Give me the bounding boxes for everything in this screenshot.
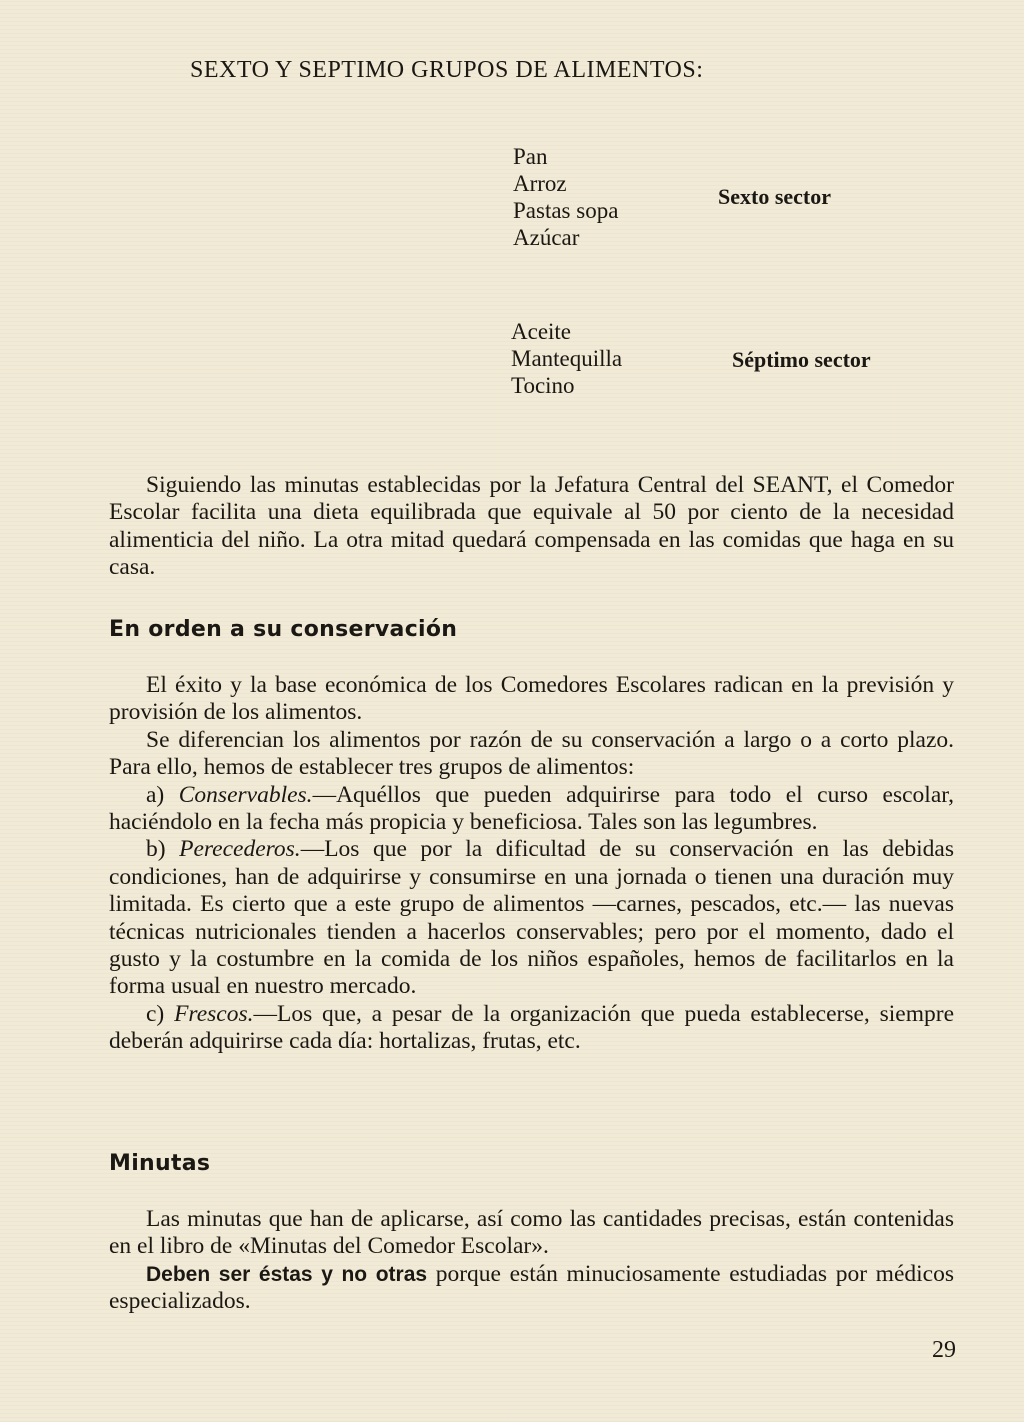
list-item-b xyxy=(109,836,954,1000)
minutas-block xyxy=(109,1206,954,1316)
food-item: Tocino xyxy=(511,373,575,398)
term: Perecederos. xyxy=(179,836,301,863)
intro-paragraph: Siguiendo las minutas establecidas por la Jefatura Central del SEANT, el Comedor Escolar facilita una dieta equilibrada que equivale al 50 por ciento de la necesidad alimenticia del niño. La otra mitad quedará compensada en las comidas que haga en su casa. xyxy=(109,472,954,581)
item-text: —Los que, a pesar de la organización que pueda establecerse, siempre deberán adquirirse cada día: hortalizas, frutas, etc. xyxy=(109,1000,955,1055)
paragraph: Se diferencian los alimentos por razón de su conservación a largo o a corto plazo. Para ello, hemos de establecer tres grupos de alimentos: xyxy=(109,726,954,781)
section-title-conservation: En orden a su conservación xyxy=(109,617,458,642)
group6-food-list xyxy=(513,143,618,251)
item-text: —Los que por la dificultad de su conservación en las debidas condiciones, han de adquirirse y consumirse en una jornada o tienen una duración muy limitada. Es cierto que a este grupo de alimentos —carnes, pescados, etc.— las nuevas técnicas nutricionales tienden a hacerlos conservables; pero por el momento, dado el gusto y la costumbre en la comida de los niños españoles, hemos de facilitarlos en la forma usual en nuestro mercado. xyxy=(109,836,955,1000)
paragraph: Las minutas que han de aplicarse, así como las cantidades precisas, están contenidas en el libro de «Minutas del Comedor Escolar». xyxy=(109,1206,954,1260)
list-marker: a) xyxy=(146,781,165,808)
list-marker: c) xyxy=(146,1000,165,1027)
list-item-c xyxy=(109,1001,954,1056)
page-number: 29 xyxy=(932,1337,956,1363)
food-item: Mantequilla xyxy=(511,346,623,371)
group7-food-list xyxy=(511,318,622,399)
sector-label-sixth: Sexto sector xyxy=(718,184,832,209)
intro-block xyxy=(109,472,954,582)
section-title-minutas: Minutas xyxy=(109,1151,211,1176)
term: Frescos. xyxy=(174,1000,254,1027)
food-item: Pastas sopa xyxy=(513,198,619,223)
paragraph-rest: porque están minuciosamente estudiadas por médicos especializados. xyxy=(109,1260,954,1315)
term: Conservables. xyxy=(178,781,313,808)
food-item: Aceite xyxy=(511,319,572,344)
page-heading: SEXTO Y SEPTIMO GRUPOS DE ALIMENTOS: xyxy=(190,57,704,83)
food-item: Arroz xyxy=(513,171,567,196)
paragraph: El éxito y la base económica de los Comedores Escolares radican en la previsión y provisión de los alimentos. xyxy=(109,672,954,726)
conservation-block xyxy=(109,672,954,1056)
food-item: Pan xyxy=(513,144,548,169)
food-item: Azúcar xyxy=(513,225,580,250)
emphasis: Deben ser éstas y no otras xyxy=(146,1262,428,1286)
item-text: —Aquéllos que pueden adquirirse para todo el curso escolar, haciéndolo en la fecha más propicia y beneficiosa. Tales son las legumbres. xyxy=(109,781,955,836)
list-marker: b) xyxy=(146,836,166,863)
sector-label-seventh: Séptimo sector xyxy=(732,347,871,372)
list-item-a xyxy=(109,782,954,837)
paragraph xyxy=(109,1261,954,1316)
